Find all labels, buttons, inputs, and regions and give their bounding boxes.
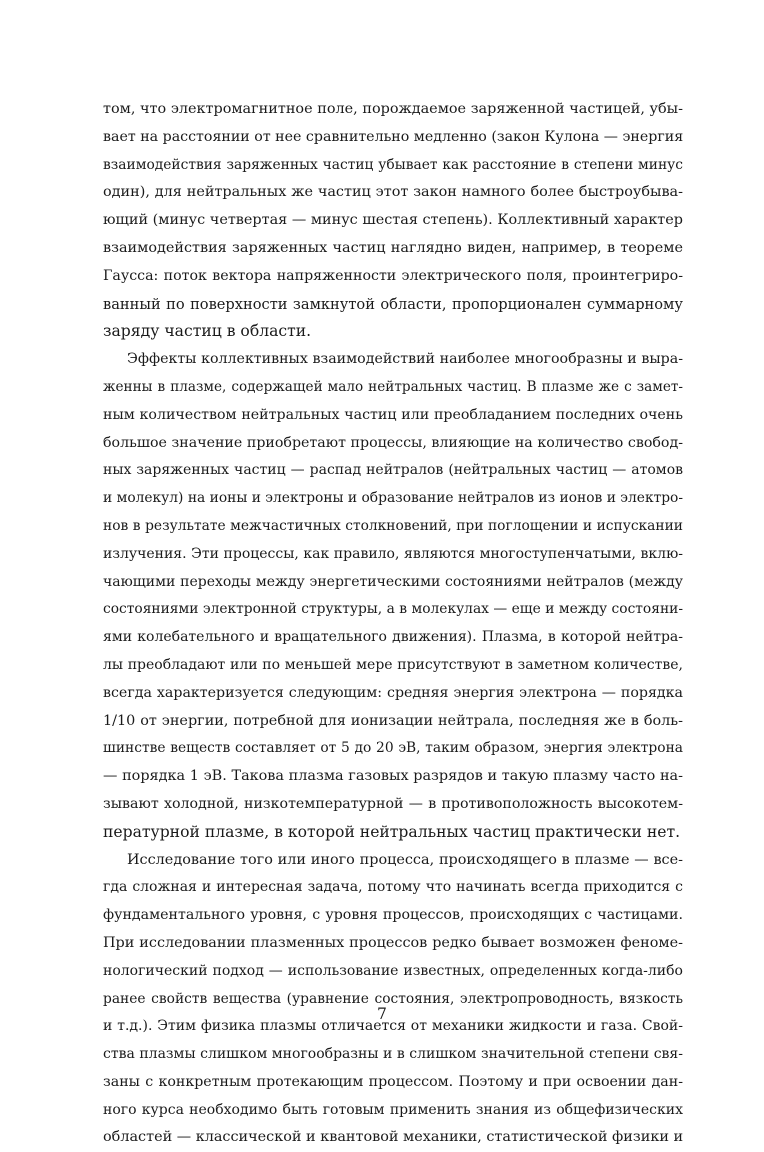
- text-line: состояниями электронной структуры, а в молекулах — еще и между состояни-: [103, 601, 683, 618]
- text-line: ющий (минус четвертая — минус шестая степень). Коллективный характер: [103, 212, 683, 229]
- text-line: Гаусса: поток вектора напряженности электрического поля, проинтегриро-: [103, 267, 683, 284]
- text-line: Эффекты коллективных взаимодействий наиболее многообразны и выра-: [127, 351, 683, 368]
- text-line: 1/10 от энергии, потребной для ионизации нейтрала, последняя же в боль-: [103, 712, 683, 729]
- text-line: ства плазмы слишком многообразны и в слишком значительной степени свя-: [103, 1046, 683, 1063]
- text-line: ным количеством нейтральных частиц или преобладанием последних очень: [103, 406, 683, 423]
- text-line: том, что электромагнитное поле, порождаемое заряженной частицей, убы-: [103, 101, 683, 117]
- text-line: женны в плазме, содержащей мало нейтральных частиц. В плазме же с замет-: [103, 378, 683, 395]
- text-line: областей — классической и квантовой механики, статистической физики и: [103, 1129, 683, 1146]
- text-line: ванный по поверхности замкнутой области, пропорционален суммарному: [103, 295, 683, 313]
- paragraph: [103, 96, 683, 346]
- text-line: и т.д.). Этим физика плазмы отличается от механики жидкости и газа. Свой-: [103, 1018, 683, 1035]
- text-line: ями колебательного и вращательного движения). Плазма, в которой нейтра-: [103, 629, 683, 646]
- text-line: фундаментального уровня, с уровня процессов, происходящих с частицами.: [103, 907, 683, 924]
- text-line: пературной плазме, в которой нейтральных частиц практически нет.: [103, 822, 681, 841]
- text-line: зывают холодной, низкотемпературной — в противоположность высокотем-: [103, 795, 683, 812]
- text-line: большое значение приобретают процессы, влияющие на количество свобод-: [103, 434, 683, 451]
- text-line: ранее свойств вещества (уравнение состояния, электропроводность, вязкость: [103, 990, 683, 1007]
- text-line: один), для нейтральных же частиц этот закон намного более быстроубыва-: [103, 184, 683, 201]
- text-line: ного курса необходимо быть готовым применить знания из общефизических: [103, 1101, 683, 1118]
- page-number: 7: [377, 1005, 387, 1023]
- text-line: заны с конкретным протекающим процессом. Поэтому и при освоении дан-: [103, 1073, 683, 1090]
- text-line: взаимодействия заряженных частиц убывает как расстояние в степени минус: [103, 156, 683, 173]
- text-line: нов в результате межчастичных столкновений, при поглощении и испускании: [103, 517, 683, 534]
- text-line: заряду частиц в области.: [103, 322, 312, 341]
- paragraph: [103, 346, 683, 846]
- text-line: вает на расстоянии от нее сравнительно медленно (закон Кулона — энергия: [103, 128, 683, 145]
- text-line: гда сложная и интересная задача, потому что начинать всегда приходится с: [103, 879, 683, 896]
- text-line: всегда характеризуется следующим: средняя энергия электрона — порядка: [103, 684, 683, 701]
- text-line: При исследовании плазменных процессов редко бывает возможен феноме-: [103, 934, 683, 951]
- text-line: чающими переходы между энергетическими состояниями нейтралов (между: [103, 573, 683, 590]
- text-line: лы преобладают или по меньшей мере присутствуют в заметном количестве,: [103, 656, 683, 673]
- text-line: Исследование того или иного процесса, происходящего в плазме — все-: [127, 851, 683, 868]
- text-line: и молекул) на ионы и электроны и образование нейтралов из ионов и электро-: [103, 490, 683, 507]
- text-line: — порядка 1 эВ. Такова плазма газовых разрядов и такую плазму часто на-: [103, 768, 683, 785]
- text-line: взаимодействия заряженных частиц наглядно виден, например, в теореме: [103, 239, 683, 256]
- text-line: шинстве веществ составляет от 5 до 20 эВ, таким образом, энергия электрона: [103, 740, 683, 757]
- paragraph: [103, 847, 683, 1152]
- text-line: ных заряженных частиц — распад нейтралов (нейтральных частиц — атомов: [103, 462, 683, 479]
- text-line: нологический подход — использование известных, определенных когда-либо: [103, 962, 683, 979]
- text-line: излучения. Эти процессы, как правило, являются многоступенчатыми, вклю-: [103, 545, 683, 562]
- body-text: [103, 96, 683, 1152]
